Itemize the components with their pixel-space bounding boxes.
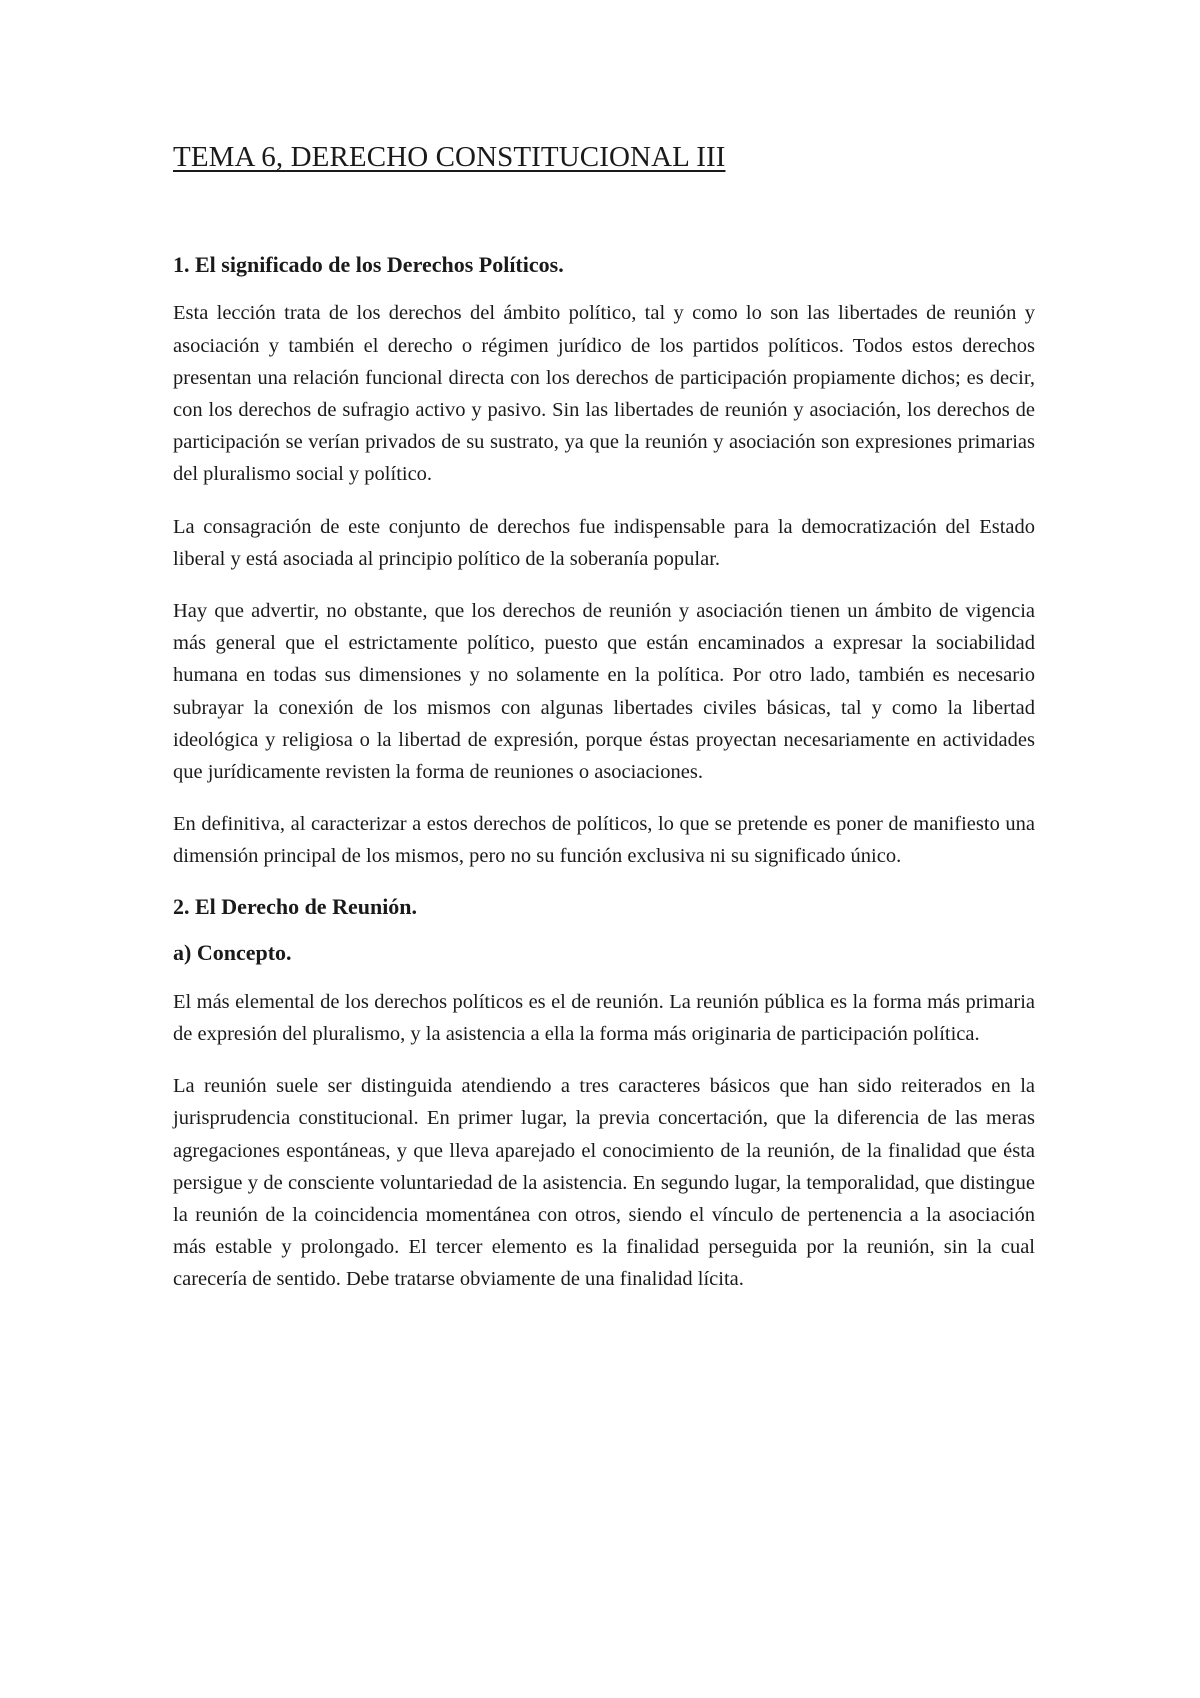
paragraph: Hay que advertir, no obstante, que los derechos de reunión y asociación tienen un ámbito de vigencia más general que el estrictamente político, puesto que están encaminados a expresar la sociabilidad humana en todas sus dimensiones y no solamente en la política. Por otro lado, también es necesario subrayar la conexión de los mismos con algunas libertades civiles básicas, tal y como la libertad ideológica y religiosa o la libertad de expresión, porque éstas proyectan necesariamente en actividades que jurídicamente revisten la forma de reuniones o asociaciones. [173,600,1035,784]
paragraph: El más elemental de los derechos políticos es el de reunión. La reunión pública es la forma más primaria de expresión del pluralismo, y la asistencia a ella la forma más originaria de participación política. [173,990,1035,1046]
paragraph: La reunión suele ser distinguida atendiendo a tres caracteres básicos que han sido reiterados en la jurisprudencia constitucional. En primer lugar, la previa concertación, que la diferencia de las meras agregaciones espontáneas, y que lleva aparejado el conocimiento de la reunión, de la finalidad que ésta persigue y de consciente voluntariedad de la asistencia. En segundo lugar, la temporalidad, que distingue la reunión de la coincidencia momentánea con otros, siendo el vínculo de pertenencia a la asociación más estable y prolongado. El tercer elemento es la finalidad perseguida por la reunión, sin la cual carecería de sentido. Debe tratarse obviamente de una finalidad lícita. [173,1075,1035,1291]
section-2a-subheading: a) Concepto. [173,940,292,966]
section-1-heading: 1. El significado de los Derechos Políticos. [173,251,564,277]
paragraph: En definitiva, al caracterizar a estos derechos de políticos, lo que se pretende es poner de manifiesto una dimensión principal de los mismos, pero no su función exclusiva ni su significado único. [173,813,1035,868]
section-2-heading: 2. El Derecho de Reunión. [173,893,418,919]
document-body [173,140,1035,1316]
paragraph: La consagración de este conjunto de derechos fue indispensable para la democratización del Estado liberal y está asociada al principio político de la soberanía popular. [173,515,1035,570]
document-title: TEMA 6, DERECHO CONSTITUCIONAL III [173,141,726,173]
paragraph: Esta lección trata de los derechos del ámbito político, tal y como lo son las libertades de reunión y asociación y también el derecho o régimen jurídico de los partidos políticos. Todos estos derechos presentan una relación funcional directa con los derechos de participación propiamente dichos; es decir, con los derechos de sufragio activo y pasivo. Sin las libertades de reunión y asociación, los derechos de participación se verían privados de su sustrato, ya que la reunión y asociación son expresiones primarias del pluralismo social y político. [173,302,1035,486]
